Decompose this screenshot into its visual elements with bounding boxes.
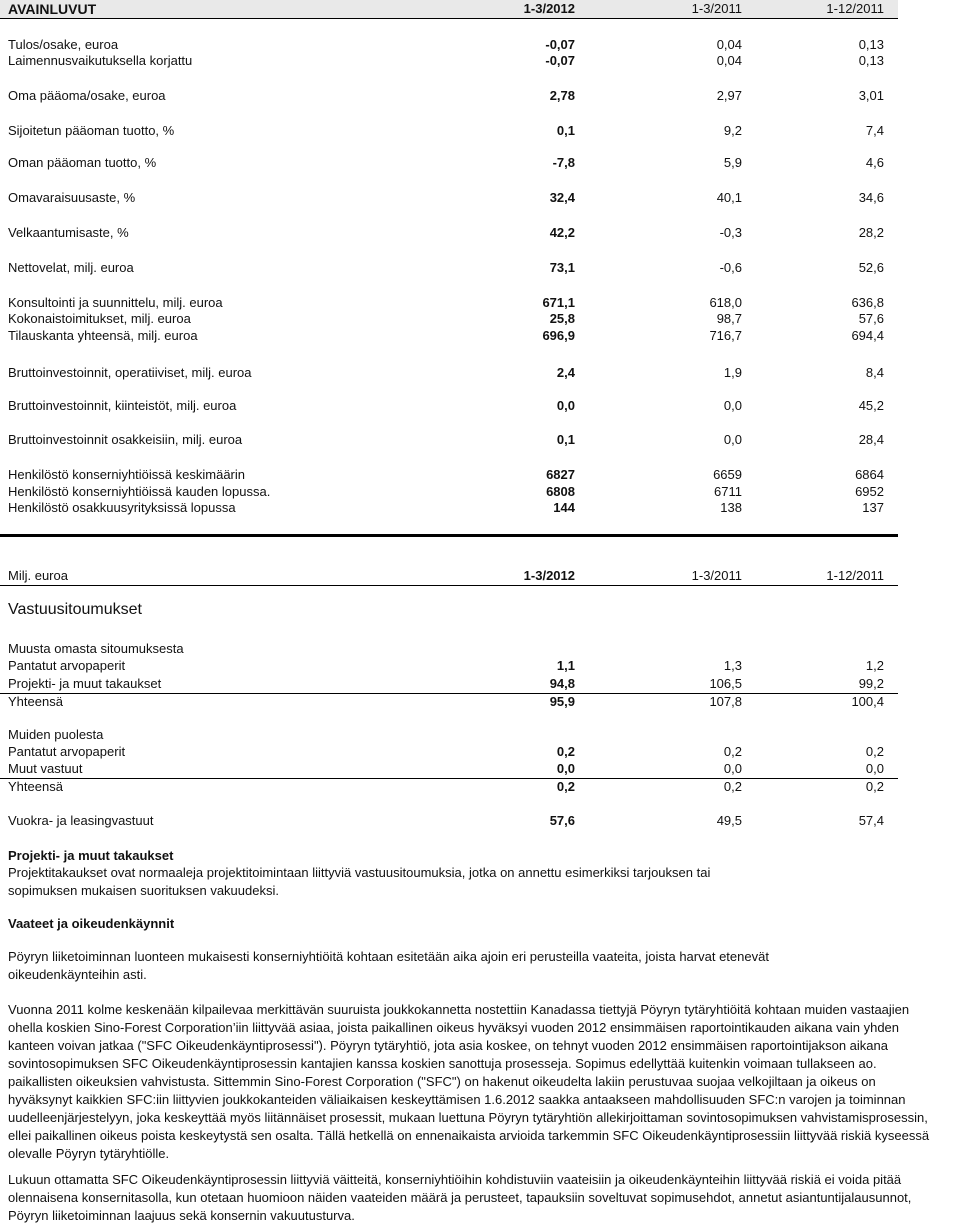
cell: 100,4 (851, 694, 884, 709)
claims-paragraph-2: Vuonna 2011 kolme keskenään kilpailevaa merkittävän suuruista joukkokannetta nostettiin Kanadassa tiettyjä Pöyryn tytäryhtiöitä kohtaan muiden vastaajien ohella koskien Sino-Forest Corporation’iin liittyvää asiaa, joista paikallinen oikeus hyväksyi vuoden 2012 ensimmäisen raportointikauden aikana vain yhden kanteen voivan jatkaa ("SFC Oikeudenkäyntiprosessi"). Pöyryn tytäryhtiö, jota asia koskee, on tehnyt vuoden 2012 ensimmäisen raportointijakson aikana sovintosopimuksen SFC Oikeudenkäyntiprosessin kantajien kanssa koskien sanottuja prosesseja. Sopimus edellyttää kuitenkin voimaan tullakseen ao. paikallisten oikeuksien vahvistusta. Sittemmin Sino-Forest Corporation ("SFC") on hakenut oikeudelta lakiin perustuvaa suojaa velkojiltaan ja oikeus on hyväksynyt kaikkien SFC:iin liittyvien joukkokanteiden väliaikaisen keskeyttämisen 1.6.2012 saakka antaakseen mahdollisuuden SFC:n varojen ja toiminnan uudelleenjärjestelyyn, joka keskeyttää myös liitännäiset prosessit, mukaan luettuna Pöyryn tytäryhtiön allekirjoittaman sovintosopimuksen vahvistamisprosessin, ellei paikallinen oikeus poista keskeytystä sen osalta. Tällä hetkellä on ennenaikaista arvioida tarkemmin SFC Oikeudenkäyntiprosessiin liittyvää riskiä kyseessä olevalle Pöyryn tytäryhtiölle. (8, 1002, 930, 1161)
row-label: Bruttoinvestoinnit osakkeisiin, milj. euroa (8, 432, 243, 447)
cell: 25,8 (549, 311, 575, 326)
cell: 0,2 (865, 744, 884, 759)
cell: 696,9 (542, 328, 575, 343)
cell: 0,2 (556, 779, 575, 794)
cell: 9,2 (723, 123, 742, 138)
cell: 137 (862, 500, 884, 515)
cell: 98,7 (716, 311, 742, 326)
cell: 0,04 (716, 37, 742, 52)
key-figures-title: AVAINLUVUT (8, 1, 97, 17)
column-header: 1-3/2012 (523, 1, 575, 16)
row-label: Sijoitetun pääoman tuotto, % (8, 123, 175, 138)
table-row (0, 224, 898, 242)
cell: 7,4 (865, 123, 884, 138)
cell: 618,0 (709, 295, 742, 310)
row-label: Yhteensä (8, 694, 63, 709)
cell: 0,0 (865, 761, 884, 776)
cell: 1,1 (556, 658, 575, 673)
cell: 0,0 (556, 761, 575, 776)
table-row (0, 259, 898, 277)
cell: 0,1 (556, 123, 575, 138)
cell: 6952 (855, 484, 884, 499)
subheading: Muiden puolesta (8, 727, 104, 742)
cell: 32,4 (549, 190, 575, 205)
cell: 34,6 (858, 190, 884, 205)
cell: 1,3 (723, 658, 742, 673)
cell: 1,2 (865, 658, 884, 673)
cell: 107,8 (709, 694, 742, 709)
unit-label: Milj. euroa (8, 568, 68, 583)
row-label: Henkilöstö konserniyhtiöissä keskimäärin (8, 467, 245, 482)
table-row (0, 657, 898, 675)
section-divider (0, 534, 898, 537)
row-label: Tilauskanta yhteensä, milj. euroa (8, 328, 198, 343)
cell: 6827 (546, 467, 575, 482)
row-label: Yhteensä (8, 779, 63, 794)
row-label: Konsultointi ja suunnittelu, milj. euroa (8, 295, 223, 310)
row-label: Kokonaistoimitukset, milj. euroa (8, 311, 191, 326)
cell: 144 (553, 500, 575, 515)
table-row (0, 310, 898, 328)
cell: 2,4 (556, 365, 575, 380)
cell: 5,9 (723, 155, 742, 170)
row-label: Bruttoinvestoinnit, operatiiviset, milj. euroa (8, 365, 252, 380)
cell: 0,2 (556, 744, 575, 759)
table-row (0, 189, 898, 207)
table-row (0, 154, 898, 172)
table-row (0, 743, 898, 761)
row-label: Pantatut arvopaperit (8, 658, 126, 673)
table-row (0, 812, 898, 830)
cell: 0,0 (556, 398, 575, 413)
cell: 0,2 (865, 779, 884, 794)
table-row (0, 693, 898, 711)
cell: 73,1 (549, 260, 575, 275)
cell: 0,04 (716, 53, 742, 68)
cell: 0,13 (858, 37, 884, 52)
cell: 57,4 (858, 813, 884, 828)
table-row (0, 397, 898, 415)
row-label: Henkilöstö osakkuusyrityksissä lopussa (8, 500, 236, 515)
table-row (0, 431, 898, 449)
cell: 636,8 (851, 295, 884, 310)
cell: 6808 (546, 484, 575, 499)
cell: 8,4 (865, 365, 884, 380)
row-label: Pantatut arvopaperit (8, 744, 126, 759)
cell: 0,2 (723, 779, 742, 794)
row-label: Projekti- ja muut takaukset (8, 676, 162, 691)
cell: 95,9 (549, 694, 575, 709)
cell: 4,6 (865, 155, 884, 170)
row-label: Nettovelat, milj. euroa (8, 260, 134, 275)
row-label: Tulos/osake, euroa (8, 37, 119, 52)
table-row (0, 675, 898, 694)
claims-heading: Vaateet ja oikeudenkäynnit (8, 916, 175, 931)
cell: 0,13 (858, 53, 884, 68)
row-label: Laimennusvaikutuksella korjattu (8, 53, 193, 68)
cell: 45,2 (858, 398, 884, 413)
cell: 57,6 (858, 311, 884, 326)
table-row (0, 327, 898, 345)
cell: 694,4 (851, 328, 884, 343)
row-label: Muut vastuut (8, 761, 83, 776)
cell: 2,97 (716, 88, 742, 103)
table-row (0, 364, 898, 382)
column-header: 1-12/2011 (826, 568, 884, 583)
cell: 6711 (714, 484, 742, 499)
cell: 6864 (855, 467, 884, 482)
cell: 3,01 (858, 88, 884, 103)
cell: 0,2 (723, 744, 742, 759)
row-label: Omavaraisuusaste, % (8, 190, 136, 205)
cell: 671,1 (542, 295, 575, 310)
cell: 716,7 (709, 328, 742, 343)
row-label: Henkilöstö konserniyhtiöissä kauden lopussa. (8, 484, 271, 499)
cell: -0,07 (545, 37, 575, 52)
cell: 0,1 (556, 432, 575, 447)
table-row (0, 778, 898, 796)
table-row (0, 52, 898, 70)
row-label: Oman pääoman tuotto, % (8, 155, 157, 170)
commitments-header (0, 567, 898, 586)
column-header: 1-3/2011 (691, 568, 742, 583)
cell: 0,0 (723, 432, 742, 447)
cell: 40,1 (716, 190, 742, 205)
cell: 106,5 (709, 676, 742, 691)
row-label: Velkaantumisaste, % (8, 225, 129, 240)
cell: 99,2 (858, 676, 884, 691)
column-header: 1-3/2012 (523, 568, 575, 583)
guarantees-text: Projektitakaukset ovat normaaleja projektitoimintaan liittyviä vastuusitoumuksia, jotka on annettu esimerkiksi tarjouksen tai sopimuksen mukaisen suorituksen vakuudeksi. (8, 865, 711, 898)
table-row (0, 466, 898, 484)
cell: 57,6 (549, 813, 575, 828)
cell: 0,0 (723, 398, 742, 413)
table-row (0, 87, 898, 105)
cell: -0,07 (545, 53, 575, 68)
cell: 49,5 (716, 813, 742, 828)
cell: 2,78 (549, 88, 575, 103)
cell: 94,8 (549, 676, 575, 691)
cell: 42,2 (549, 225, 575, 240)
row-label: Oma pääoma/osake, euroa (8, 88, 166, 103)
table-row (0, 760, 898, 779)
section-title: Vastuusitoumukset (8, 601, 142, 618)
cell: 138 (720, 500, 742, 515)
column-header: 1-12/2011 (826, 1, 884, 16)
claims-paragraph-1: Pöyryn liiketoiminnan luonteen mukaisesti konserniyhtiöitä kohtaan esitetään aika ajoin eri perusteilla vaateita, joista harvat etenevät oikeudenkäynteihin asti. (8, 949, 769, 982)
claims-paragraph-3: Lukuun ottamatta SFC Oikeudenkäyntiprosessin liittyviä väitteitä, konserniyhtiöihin kohdistuviin vaateisiin ja oikeudenkäynteihin liittyvää riskiä ei voida pitää olennaisena konsernitasolla, kun otetaan huomioon näiden vaateiden määrä ja perusteet, tapauksiin soveltuvat sopimusehdot, annetut asiantuntijalausunnot, Pöyryn liiketoiminnan laajuus sekä konsernin vakuutusturva. (8, 1172, 912, 1223)
table-row (0, 499, 898, 517)
cell: 1,9 (723, 365, 742, 380)
cell: 28,2 (858, 225, 884, 240)
row-label: Bruttoinvestoinnit, kiinteistöt, milj. euroa (8, 398, 237, 413)
cell: 28,4 (858, 432, 884, 447)
cell: -0,6 (719, 260, 742, 275)
row-label: Vuokra- ja leasingvastuut (8, 813, 154, 828)
table-row (0, 122, 898, 140)
cell: -7,8 (552, 155, 575, 170)
guarantees-heading: Projekti- ja muut takaukset (8, 848, 174, 863)
subheading: Muusta omasta sitoumuksesta (8, 641, 184, 656)
column-header: 1-3/2011 (691, 1, 742, 16)
key-figures-header (0, 0, 898, 19)
cell: 0,0 (723, 761, 742, 776)
cell: 52,6 (858, 260, 884, 275)
cell: 6659 (713, 467, 742, 482)
cell: -0,3 (719, 225, 742, 240)
